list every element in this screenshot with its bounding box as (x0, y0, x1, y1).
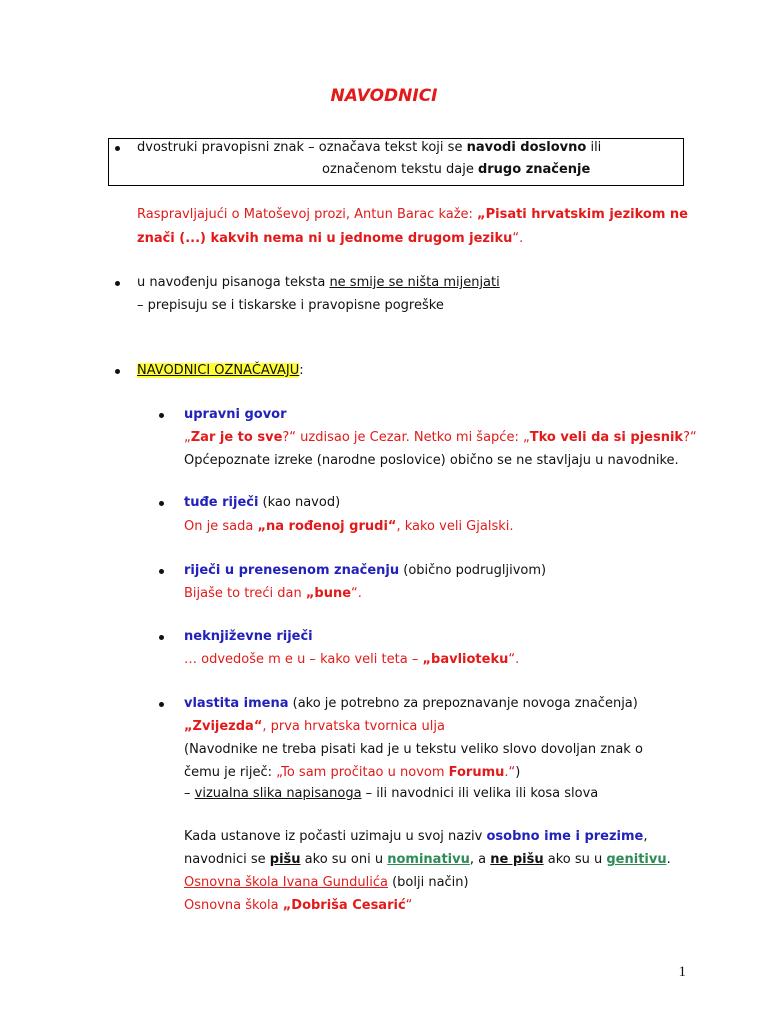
example-text: , prva hrvatska tvornica ulja (262, 719, 445, 734)
example-end: – ili navodnici ili velika ili kosa slova (361, 786, 599, 801)
paragraph-line-1 (184, 829, 648, 844)
definition-text: dvostruki pravopisni znak – označava tekst koji se (137, 140, 467, 155)
bullet-icon (115, 146, 120, 151)
definition-text-end: ili (586, 140, 602, 155)
paragraph-red: Osnovna škola (184, 898, 283, 913)
term-text: tuđe riječi (184, 495, 259, 510)
definition-line-2 (322, 162, 590, 177)
paragraph-text: navodnici se (184, 852, 270, 867)
definition-text: označenom tekstu daje (322, 162, 478, 177)
bullet-icon (159, 569, 164, 574)
example-end: , kako veli Gjalski. (396, 519, 514, 534)
quote-mark: „ (522, 430, 530, 445)
example-red: .“ (504, 765, 516, 780)
example-upravni-1 (184, 430, 697, 445)
example-bold: Tko veli da si pjesnik (529, 430, 684, 445)
section-heading (137, 363, 304, 378)
term-note: (kao navod) (258, 495, 341, 510)
definition-bold: drugo značenje (477, 162, 591, 177)
quote-bold: „Pisati hrvatskim jezikom ne (477, 207, 688, 222)
rule-text: u navođenju pisanoga teksta (137, 275, 330, 290)
paragraph-green: nominativu (387, 852, 470, 867)
example-text: Bijaše to treći dan (184, 586, 306, 601)
term-preneseno (184, 563, 546, 578)
section-heading-colon: : (299, 363, 304, 378)
example-end: ?“ (683, 430, 697, 445)
definition-bold: navodi doslovno (466, 140, 587, 155)
term-tudje-rijeci (184, 495, 340, 510)
example-vlastita-4 (184, 786, 598, 801)
example-text: ?“ uzdisao je Cezar. Netko mi šapće: (282, 430, 523, 445)
paragraph-text: , (643, 829, 648, 844)
quote-end: “. (512, 231, 524, 246)
example-end: “. (508, 652, 520, 667)
example-text: On je sada (184, 519, 258, 534)
example-vlastita-3 (184, 765, 520, 780)
example-text: … odvedoše m e u – kako veli teta – (184, 652, 423, 667)
term-text: riječi u prenesenom značenju (184, 563, 400, 578)
paragraph-text: , a (469, 852, 491, 867)
example-underlined: vizualna slika napisanoga (194, 786, 362, 801)
rule-line-1 (137, 275, 500, 290)
example-upravni-2: Općepoznate izreke (narodne poslovice) obično se ne stavljaju u navodnike. (184, 453, 679, 468)
paragraph-text: . (666, 852, 671, 867)
rule-line-2: – prepisuju se i tiskarske i pravopisne pogreške (137, 298, 444, 313)
definition-line-1 (137, 140, 601, 155)
example-end: ) (515, 765, 521, 780)
paragraph-green: genitivu (606, 852, 667, 867)
paragraph-line-4 (184, 898, 412, 913)
term-neknjizevne: neknjiževne riječi (184, 629, 313, 644)
rule-underlined: ne smije se ništa mijenjati (329, 275, 500, 290)
quote-mark: „ (184, 430, 191, 445)
bullet-icon (159, 635, 164, 640)
paragraph-line-3 (184, 875, 469, 890)
paragraph-red-underlined: Osnovna škola Ivana Gundulića (184, 875, 388, 890)
bullet-icon (115, 281, 120, 286)
paragraph-bold-underlined: pišu (269, 852, 301, 867)
paragraph-text: (bolji način) (387, 875, 469, 890)
paragraph-line-2 (184, 852, 671, 867)
term-vlastita-imena (184, 696, 638, 711)
example-text: – (184, 786, 195, 801)
section-heading-text: NAVODNICI OZNAČAVAJU (137, 363, 300, 378)
example-preneseno (184, 586, 362, 601)
example-bold: „Zvijezda“ (184, 719, 263, 734)
bullet-icon (115, 369, 120, 374)
term-note: (ako je potrebno za prepoznavanje novoga značenja) (288, 696, 638, 711)
example-tudje (184, 519, 514, 534)
example-vlastita-1 (184, 719, 445, 734)
term-text: vlastita imena (184, 696, 289, 711)
quote-line-2 (137, 231, 523, 246)
bullet-icon (159, 702, 164, 707)
term-note: (obično podrugljivom) (399, 563, 547, 578)
paragraph-text: Kada ustanove iz počasti uzimaju u svoj naziv (184, 829, 487, 844)
bullet-icon (159, 501, 164, 506)
example-end: “. (351, 586, 362, 601)
quote-bold: znači (...) kakvih nema ni u jednome drugom jeziku (137, 231, 513, 246)
example-neknjizevne (184, 652, 519, 667)
example-red-bold: Forumu (448, 765, 505, 780)
example-vlastita-2: (Navodnike ne treba pisati kad je u tekstu veliko slovo dovoljan znak o (184, 742, 643, 757)
page-number: 1 (678, 964, 686, 980)
quote-intro: Raspravljajući o Matoševoj prozi, Antun Barac kaže: (137, 207, 478, 222)
quote-line-1 (137, 207, 688, 222)
example-text: čemu je riječ: (184, 765, 277, 780)
paragraph-text: ako su u (543, 852, 607, 867)
term-upravni-govor: upravni govor (184, 407, 287, 422)
page-title: NAVODNICI (330, 86, 438, 106)
paragraph-red: “ (405, 898, 413, 913)
example-bold: „bavlioteku (422, 652, 509, 667)
paragraph-bold-underlined: ne pišu (490, 852, 544, 867)
paragraph-red-bold: „Dobriša Cesarić (282, 898, 406, 913)
paragraph-text: ako su oni u (300, 852, 388, 867)
example-bold: „na rođenoj grudi“ (257, 519, 397, 534)
paragraph-blue-bold: osobno ime i prezime (486, 829, 644, 844)
example-bold: Zar je to sve (190, 430, 283, 445)
bullet-icon (159, 413, 164, 418)
example-red: „To sam pročitao u novom (276, 765, 449, 780)
example-bold: „bune (305, 586, 352, 601)
